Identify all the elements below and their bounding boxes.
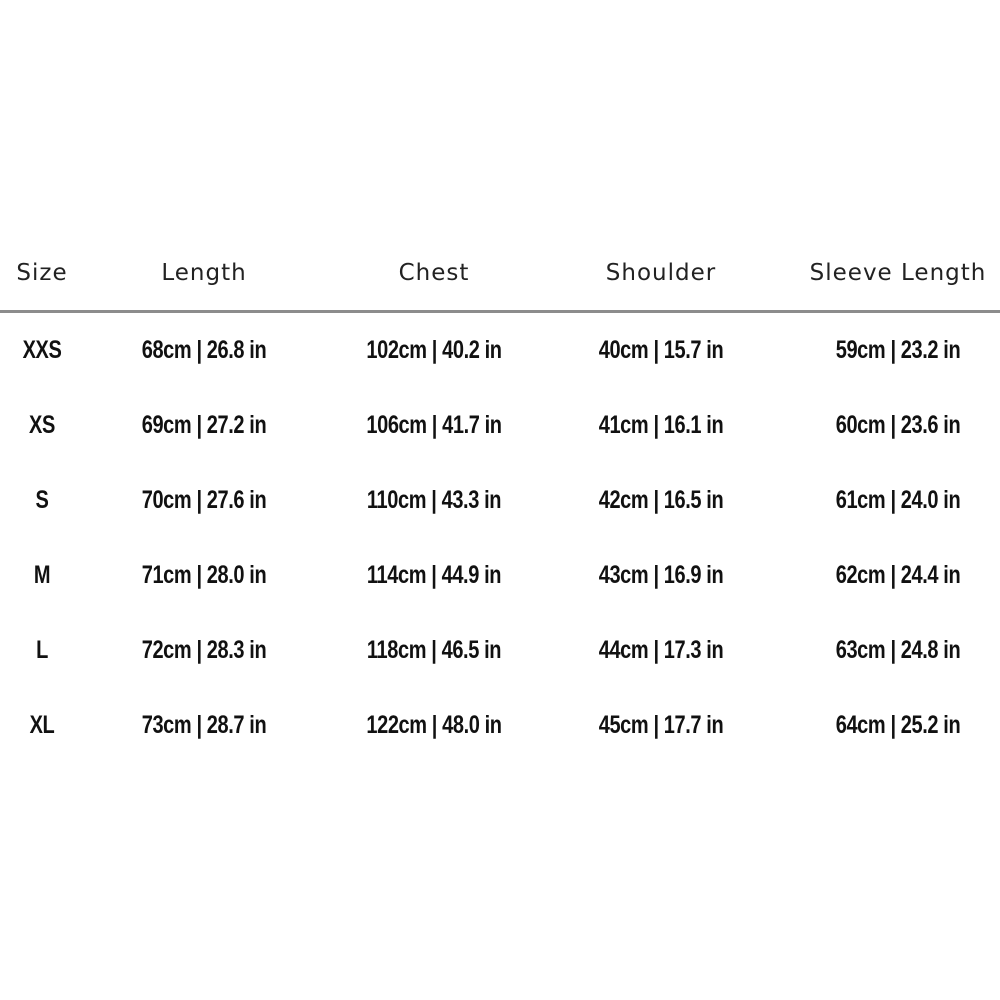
cell-sleeve-length: 64cm | 25.2 in <box>835 711 961 739</box>
table-row <box>0 553 1000 628</box>
cell-shoulder: 45cm | 17.7 in <box>598 711 724 739</box>
cell-shoulder: 40cm | 15.7 in <box>598 336 724 364</box>
cell-chest: 110cm | 43.3 in <box>366 486 502 514</box>
header-divider <box>0 310 1000 313</box>
cell-sleeve-length: 61cm | 24.0 in <box>835 486 961 514</box>
cell-sleeve-length: 62cm | 24.4 in <box>835 561 961 589</box>
table-header-row <box>0 250 1000 300</box>
table-row <box>0 328 1000 403</box>
cell-chest: 114cm | 44.9 in <box>366 561 502 589</box>
cell-sleeve-length: 63cm | 24.8 in <box>835 636 961 664</box>
cell-sleeve-length: 59cm | 23.2 in <box>835 336 961 364</box>
cell-length: 69cm | 27.2 in <box>141 411 267 439</box>
cell-length: 71cm | 28.0 in <box>141 561 267 589</box>
cell-shoulder: 41cm | 16.1 in <box>598 411 724 439</box>
cell-chest: 122cm | 48.0 in <box>366 711 502 739</box>
cell-length: 68cm | 26.8 in <box>141 336 267 364</box>
cell-shoulder: 43cm | 16.9 in <box>598 561 724 589</box>
header-length: Length <box>161 260 247 286</box>
cell-size: XS <box>29 411 55 439</box>
table-row <box>0 403 1000 478</box>
cell-length: 72cm | 28.3 in <box>141 636 267 664</box>
header-sleeve-length: Sleeve Length <box>809 260 987 286</box>
table-row <box>0 478 1000 553</box>
cell-size: XXS <box>22 336 62 364</box>
cell-chest: 118cm | 46.5 in <box>366 636 502 664</box>
header-shoulder: Shoulder <box>605 260 717 286</box>
cell-chest: 102cm | 40.2 in <box>366 336 502 364</box>
cell-shoulder: 42cm | 16.5 in <box>598 486 724 514</box>
header-size: Size <box>16 260 68 286</box>
cell-length: 70cm | 27.6 in <box>141 486 267 514</box>
table-row <box>0 628 1000 703</box>
cell-sleeve-length: 60cm | 23.6 in <box>835 411 961 439</box>
cell-shoulder: 44cm | 17.3 in <box>598 636 724 664</box>
table-body <box>0 328 1000 778</box>
cell-length: 73cm | 28.7 in <box>141 711 267 739</box>
cell-size: XL <box>29 711 55 739</box>
cell-size: L <box>36 636 48 664</box>
table-row <box>0 703 1000 778</box>
cell-size: M <box>33 561 51 589</box>
cell-size: S <box>35 486 49 514</box>
header-chest: Chest <box>398 260 470 286</box>
cell-chest: 106cm | 41.7 in <box>366 411 502 439</box>
